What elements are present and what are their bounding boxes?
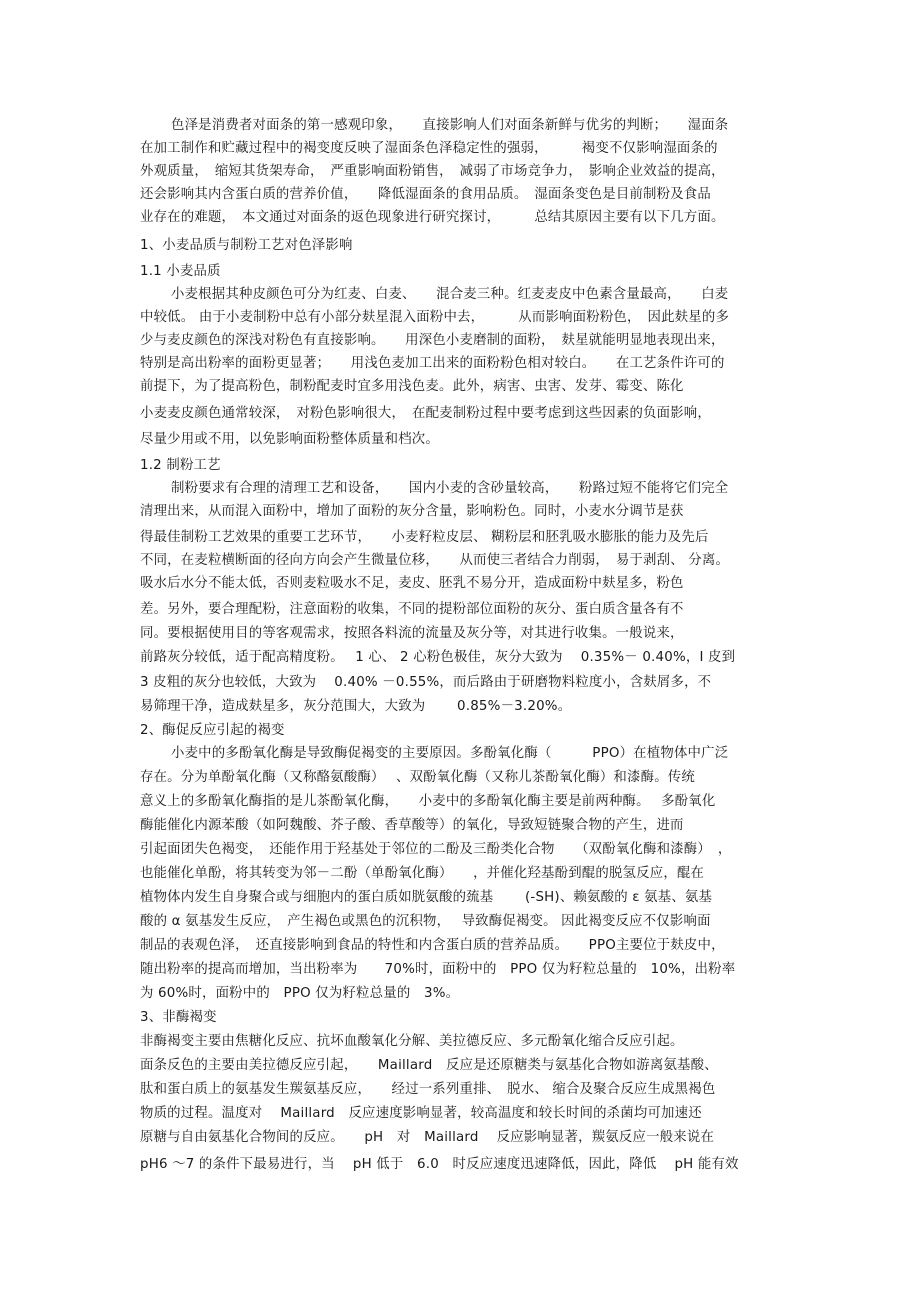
paragraph-line: 差。另外，要合理配粉，注意面粉的收集，不同的提粉部位面粉的灰分、蛋白质含量各有不 (140, 602, 684, 617)
paragraph-line: 中较低。 由于小麦制粉中总有小部分麸星混入面粉中去， 从而影响面粉粉色， 因此麸星的多 (140, 310, 730, 325)
paragraph-line: 同。要根据使用目的等客观需求，按照各料流的流量及灰分等，对其进行收集。一般说来， (140, 626, 684, 641)
paragraph-line: 业存在的难题， 本文通过对面条的返色现象进行研究探讨， 总结其原因主要有以下几方面。 (140, 210, 725, 225)
paragraph-line: 物质的过程。温度对 Maillard 反应速度影响显著，较高温度和较长时间的杀菌均可加速还 (140, 1106, 702, 1121)
paragraph-line: 面条反色的主要由美拉德反应引起， Maillard 反应是还原糖类与氨基化合物如游离氨基酸、 (140, 1058, 718, 1073)
paragraph-line: 尽量少用或不用，以免影响面粉整体质量和档次。 (140, 432, 439, 447)
paragraph-line: 小麦麦皮颜色通常较深， 对粉色影响很大， 在配麦制粉过程中要考虑到这些因素的负面影响， (140, 406, 711, 421)
paragraph-line: 特别是高出粉率的面粉更显著； 用浅色麦加工出来的面粉粉色相对较白。 在工艺条件许可的 (140, 356, 725, 371)
paragraph-line: 意义上的多酚氧化酶指的是儿茶酚氧化酶， 小麦中的多酚氧化酶主要是前两种酶。 多酚氧化 (140, 794, 716, 809)
paragraph-line: 还会影响其内含蛋白质的营养价值， 降低湿面条的食用品质。 湿面条变色是目前制粉及食品 (140, 187, 711, 202)
paragraph-line: 外观质量， 缩短其货架寿命， 严重影响面粉销售， 减弱了市场竞争力， 影响企业效益的提高， (140, 164, 725, 179)
paragraph-line: 存在。分为单酚氧化酶（又称酪氨酸酶） 、双酚氧化酶（又称儿茶酚氧化酶）和漆酶。传统 (140, 770, 695, 785)
paragraph-line: 少与麦皮颜色的深浅对粉色有直接影响。 用深色小麦磨制的面粉， 麸星就能明显地表现出来， (140, 333, 725, 348)
paragraph-line: 小麦中的多酚氧化酶是导致酶促褐变的主要原因。多酚氧化酶（ PPO）在植物体中广泛 (171, 746, 729, 761)
paragraph-line: 得最佳制粉工艺效果的重要工艺环节， 小麦籽粒皮层、 糊粉层和胚乳吸水膨胀的能力及先后 (140, 530, 709, 545)
subsection-heading: 1.1 小麦品质 (140, 264, 221, 279)
paragraph-line: 色泽是消费者对面条的第一感观印象， 直接影响人们对面条新鲜与优劣的判断； 湿面条 (171, 118, 729, 133)
paragraph-line: 酸的 α 氨基发生反应， 产生褐色或黑色的沉积物， 导致酶促褐变。 因此褐变反应不仅影响面 (140, 914, 711, 929)
paragraph-line: 引起面团失色褐变， 还能作用于羟基处于邻位的二酚及三酚类化合物 （双酚氧化酶和漆酶） ， (140, 842, 732, 857)
section-heading: 3、非酶褐变 (140, 1010, 217, 1025)
paragraph-line: 清理出来，从而混入面粉中，增加了面粉的灰分含量，影响粉色。同时，小麦水分调节是获 (140, 504, 684, 519)
paragraph-line: pH6 ～7 的条件下最易进行，当 pH 低于 6.0 时反应速度迅速降低，因此，降低 pH 能有效 (140, 1157, 739, 1172)
paragraph-line: 为 60%时，面粉中的 PPO 仅为籽粒总量的 3%。 (140, 986, 460, 1001)
paragraph-line: 非酶褐变主要由焦糖化反应、抗坏血酸氧化分解、美拉德反应、多元酚氧化缩合反应引起。 (140, 1034, 684, 1049)
paragraph-line: 吸水后水分不能太低，否则麦粒吸水不足，麦皮、胚乳不易分开，造成面粉中麸星多，粉色 (140, 576, 684, 591)
paragraph-line: 酶能催化内源苯酸（如阿魏酸、芥子酸、香草酸等）的氧化，导致短链聚合物的产生，进而 (140, 818, 684, 833)
subsection-heading: 1.2 制粉工艺 (140, 458, 221, 473)
paragraph-line: 植物体内发生自身聚合或与细胞内的蛋白质如胱氨酸的巯基 (-SH)、赖氨酸的 ε 氨基、氨基 (140, 890, 713, 905)
paragraph-line: 前路灰分较低，适于配高精度粉。 1 心、 2 心粉色极佳，灰分大致为 0.35%－ 0.40%，I 皮到 (140, 650, 736, 665)
paragraph-line: 制粉要求有合理的清理工艺和设备， 国内小麦的含砂量较高， 粉路过短不能将它们完全 (171, 481, 729, 496)
paragraph-line: 肽和蛋白质上的氨基发生羰氨基反应， 经过一系列重排、 脱水、 缩合及聚合反应生成黑褐色 (140, 1082, 716, 1097)
paragraph-line: 也能催化单酚，将其转变为邻－二酚（单酚氧化酶） ，并催化羟基酚到醌的脱氢反应，醌在 (140, 866, 705, 881)
paragraph-line: 随出粉率的提高而增加，当出粉率为 70%时，面粉中的 PPO 仅为籽粒总量的 10%，出粉率 (140, 962, 736, 977)
paragraph-line: 3 皮粗的灰分也较低，大致为 0.40% －0.55%，而后路由于研磨物料粒度小，含麸屑多，不 (140, 675, 712, 690)
paragraph-line: 易筛理干净，造成麸星多，灰分范围大，大致为 0.85%－3.20%。 (140, 699, 572, 714)
paragraph-line: 前提下，为了提高粉色，制粉配麦时宜多用浅色麦。此外，病害、虫害、发芽、霉变、陈化 (140, 379, 684, 394)
paragraph-line: 在加工制作和贮藏过程中的褐变度反映了湿面条色泽稳定性的强弱， 褐变不仅影响湿面条的 (140, 141, 718, 156)
section-heading: 1、小麦品质与制粉工艺对色泽影响 (140, 238, 353, 253)
section-heading: 2、酶促反应引起的褐变 (140, 723, 285, 738)
paragraph-line: 制品的表观色泽， 还直接影响到食品的特性和内含蛋白质的营养品质。 PPO主要位于麸皮中， (140, 938, 725, 953)
paragraph-line: 小麦根据其种皮颜色可分为红麦、白麦、 混合麦三种。红麦麦皮中色素含量最高， 白麦 (171, 287, 729, 302)
paragraph-line: 不同，在麦粒横断面的径向方向会产生微量位移， 从而使三者结合力削弱， 易于剥刮、 分离。 (140, 553, 730, 568)
paragraph-line: 原糖与自由氨基化合物间的反应。 pH 对 Maillard 反应影响显著，羰氨反应一般来说在 (140, 1130, 715, 1145)
